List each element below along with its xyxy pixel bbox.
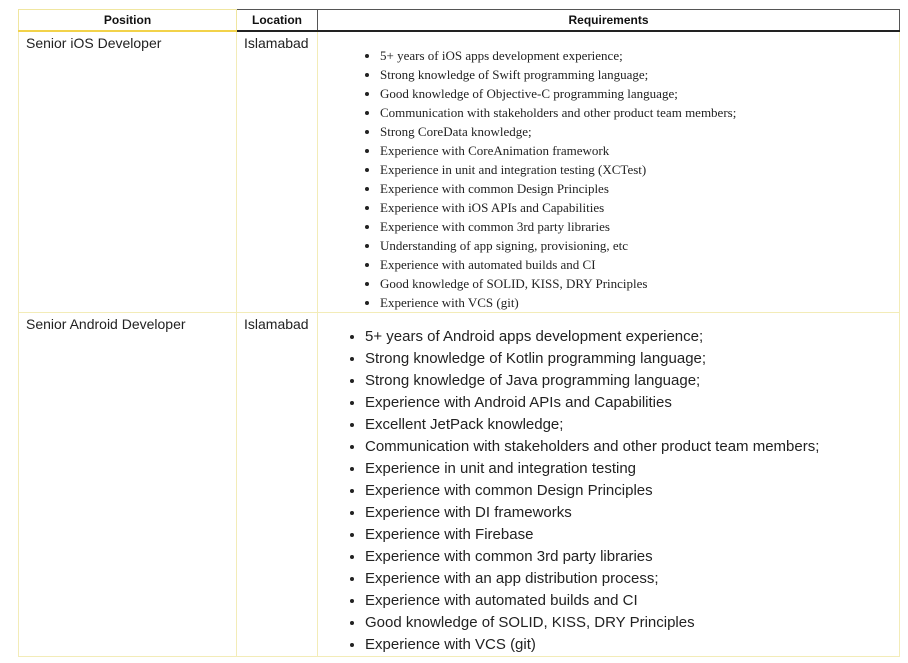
position-cell: Senior iOS Developer (19, 31, 237, 313)
list-item: • 5+ years of Android apps development experience; (365, 326, 899, 348)
list-item: • Good knowledge of Objective-C programming language; (380, 84, 899, 103)
list-item: • Experience in unit and integration testing (XCTest) (380, 160, 899, 179)
list-item: • 5+ years of iOS apps development experience; (380, 46, 899, 65)
list-item: • Experience with common 3rd party libraries (380, 217, 899, 236)
list-item: • Understanding of app signing, provisioning, etc (380, 236, 899, 255)
position-cell: Senior Android Developer (19, 313, 237, 657)
list-item: • Strong knowledge of Swift programming language; (380, 65, 899, 84)
list-item: • Good knowledge of SOLID, KISS, DRY Principles (365, 612, 899, 634)
jobs-table-container (18, 9, 899, 657)
list-item: • Strong CoreData knowledge; (380, 122, 899, 141)
list-item: • Strong knowledge of Kotlin programming language; (365, 348, 899, 370)
list-item: • Experience with CoreAnimation framework (380, 141, 899, 160)
list-item: • Experience with common Design Principles (365, 480, 899, 502)
list-item: • Experience with an app distribution process; (365, 568, 899, 590)
list-item: • Experience in unit and integration testing (365, 458, 899, 480)
location-cell: Islamabad (237, 31, 318, 313)
list-item: • Communication with stakeholders and other product team members; (380, 103, 899, 122)
location-cell: Islamabad (237, 313, 318, 657)
list-item: • Communication with stakeholders and other product team members; (365, 436, 899, 458)
list-item: • Experience with common Design Principles (380, 179, 899, 198)
requirements-cell (318, 313, 900, 657)
list-item: • Excellent JetPack knowledge; (365, 414, 899, 436)
list-item: • Experience with iOS APIs and Capabilities (380, 198, 899, 217)
list-item: • Experience with VCS (git) (380, 293, 899, 312)
header-row (19, 10, 900, 32)
requirements-list (318, 46, 899, 312)
table-row-android (19, 313, 900, 657)
table-row-ios (19, 31, 900, 313)
list-item: • Experience with common 3rd party libraries (365, 546, 899, 568)
list-item: • Good knowledge of SOLID, KISS, DRY Principles (380, 274, 899, 293)
jobs-table (18, 9, 900, 657)
list-item: • Experience with DI frameworks (365, 502, 899, 524)
list-item: • Strong knowledge of Java programming language; (365, 370, 899, 392)
list-item: • Experience with automated builds and CI (365, 590, 899, 612)
list-item: • Experience with VCS (git) (365, 634, 899, 656)
header-position: Position (19, 10, 237, 32)
header-requirements: Requirements (318, 10, 900, 32)
list-item: • Experience with Firebase (365, 524, 899, 546)
requirements-list (318, 326, 899, 656)
list-item: • Experience with Android APIs and Capabilities (365, 392, 899, 414)
list-item: • Experience with automated builds and CI (380, 255, 899, 274)
requirements-cell (318, 31, 900, 313)
header-location: Location (237, 10, 318, 32)
